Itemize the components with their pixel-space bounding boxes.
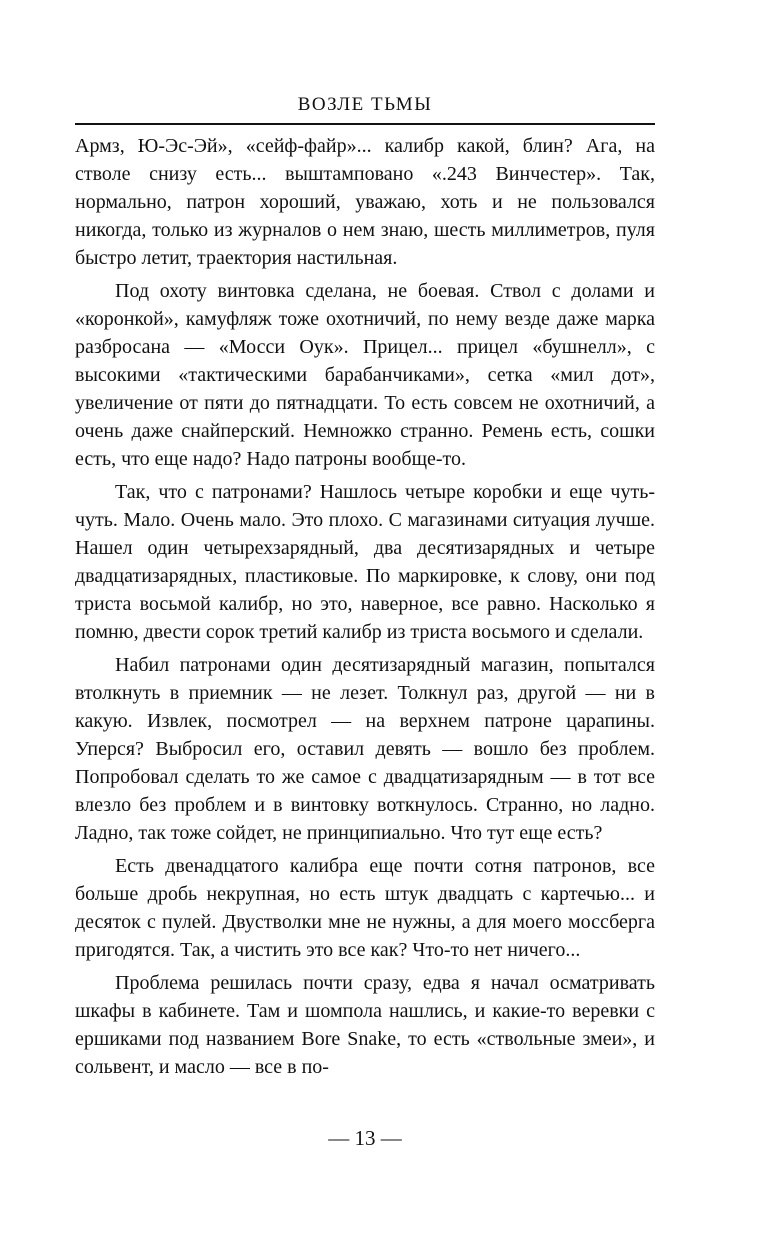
- paragraph-1: Армз, Ю-Эс-Эй», «сейф-файр»... калибр какой, блин? Ага, на стволе снизу есть... выштамповано «.243 Винчестер». Так, нормально, патрон хороший, уважаю, хоть и не пользовался никогда, только из журналов о нем знаю, шесть миллиметров, пуля быстро летит, траектория настильная.: [75, 135, 655, 269]
- page-number: — 13 —: [328, 1126, 402, 1150]
- paragraph-6: Проблема решилась почти сразу, едва я начал осматривать шкафы в кабинете. Там и шомпола нашлись, и какие-то веревки с ершиками под названием Bore Snake, то есть «ствольные змеи», и сольвент, и масло — все в по-: [75, 972, 655, 1078]
- paragraph-3: Так, что с патронами? Нашлось четыре коробки и еще чуть-чуть. Мало. Очень мало. Это плохо. С магазинами ситуация лучше. Нашел один четырехзарядный, два десятизарядных и четыре двадцатизарядных, пластиковые. По маркировке, к слову, они под триста восьмой калибр, но это, наверное, все равно. Насколько я помню, двести сорок третий калибр из триста восьмого и сделали.: [75, 481, 655, 643]
- body-text: [75, 132, 655, 1086]
- paragraph-4: Набил патронами один десятизарядный магазин, попытался втолкнуть в приемник — не лезет. Толкнул раз, другой — ни в какую. Извлек, посмотрел — на верхнем патроне царапины. Уперся? Выбросил его, оставил девять — вошло без проблем. Попробовал сделать то же самое с двадцатизарядным — в тот все влезло без проблем и в винтовку воткнулось. Странно, но ладно. Ладно, так тоже сойдет, не принципиально. Что тут еще есть?: [75, 654, 655, 844]
- header-rule: [75, 123, 655, 125]
- running-head: ВОЗЛЕ ТЬМЫ: [297, 94, 433, 115]
- paragraph-2: Под охоту винтовка сделана, не боевая. Ствол с долами и «коронкой», камуфляж тоже охотничий, по нему везде даже марка разбросана — «Мосси Оук». Прицел... прицел «бушнелл», с высокими «тактическими барабанчиками», сетка «мил дот», увеличение от пяти до пятнадцати. То есть совсем не охотничий, а очень даже снайперский. Немножко странно. Ремень есть, сошки есть, что еще надо? Надо патроны вообще-то.: [75, 280, 655, 470]
- paragraph-5: Есть двенадцатого калибра еще почти сотня патронов, все больше дробь некрупная, но есть штук двадцать с картечью... и десяток с пулей. Двустволки мне не нужны, а для моего моссберга пригодятся. Так, а чистить это все как? Что-то нет ничего...: [75, 855, 655, 961]
